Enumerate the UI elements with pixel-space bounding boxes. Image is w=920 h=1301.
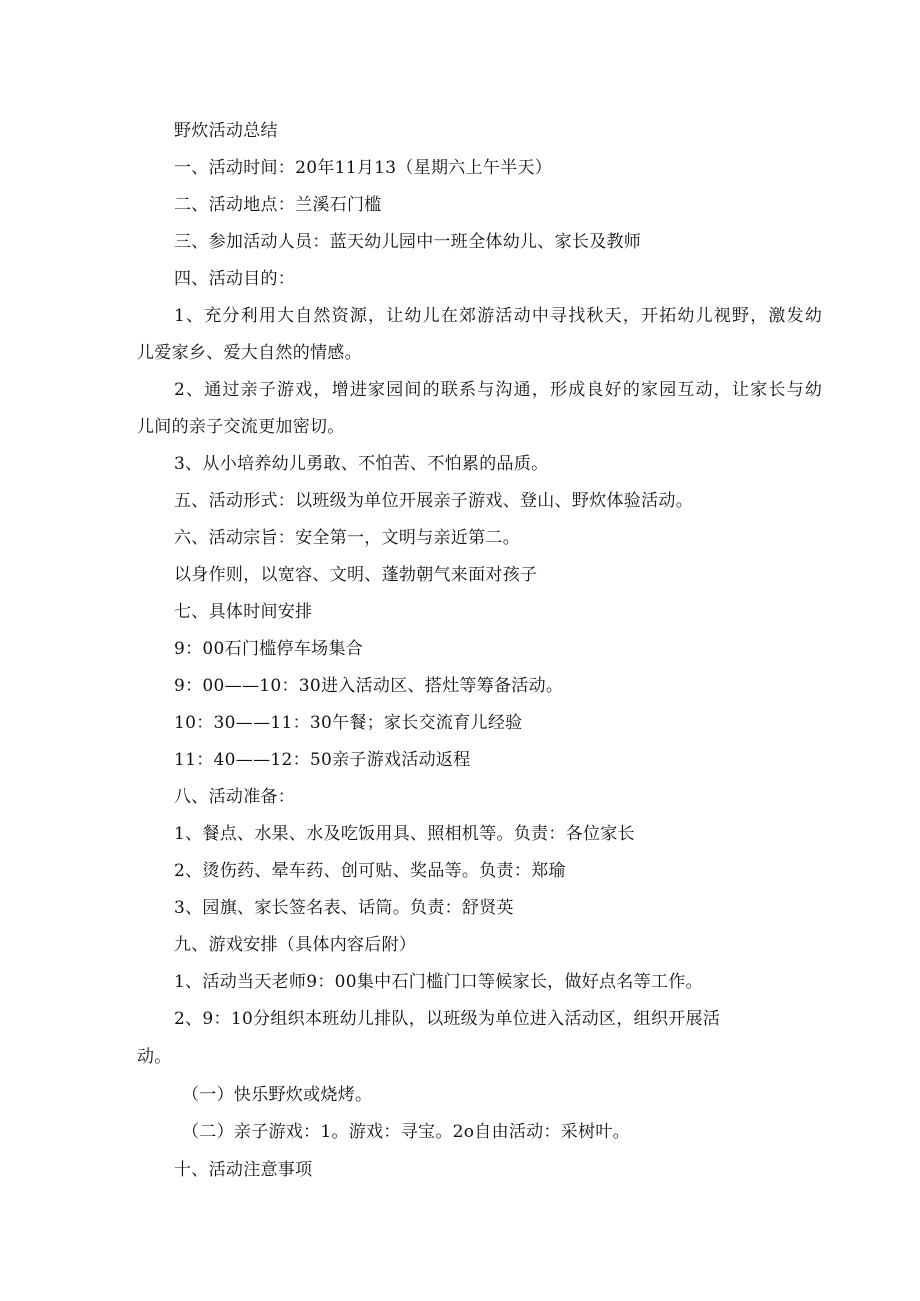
- line-game-heading: 九、游戏安排（具体内容后附）: [174, 935, 417, 955]
- line-game-2b: 动。: [137, 1047, 172, 1067]
- line-schedule-3: 10：30——11：30午餐；家长交流育儿经验: [174, 713, 523, 733]
- line-subitem-2: （二）亲子游戏：1。游戏：寻宝。2o自由活动：采树叶。: [182, 1122, 630, 1142]
- line-purpose-2b: 儿间的亲子交流更加密切。: [137, 417, 345, 437]
- line-activity-location: 二、活动地点：兰溪石门槛: [174, 195, 382, 215]
- line-preparation-heading: 八、活动准备：: [174, 787, 296, 807]
- line-game-1: 1、活动当天老师9：00集中石门槛门口等候家长，做好点名等工作。: [174, 972, 703, 992]
- line-purpose-3: 3、从小培养幼儿勇敢、不怕苦、不怕累的品质。: [174, 454, 549, 474]
- document-title: 野炊活动总结: [174, 121, 278, 141]
- line-purpose-2a: 2、通过亲子游戏，增进家园间的联系与沟通，形成良好的家园互动，让家长与幼: [174, 380, 824, 400]
- line-lead-by-example: 以身作则，以宽容、文明、蓬勃朝气来面对孩子: [174, 565, 538, 585]
- line-preparation-3: 3、园旗、家长签名表、话筒。负责：舒贤英: [174, 898, 514, 918]
- line-preparation-1: 1、餐点、水果、水及吃饭用具、照相机等。负责：各位家长: [174, 824, 635, 844]
- line-participants: 三、参加活动人员：蓝天幼儿园中一班全体幼儿、家长及教师: [174, 232, 642, 252]
- line-activity-form: 五、活动形式：以班级为单位开展亲子游戏、登山、野炊体验活动。: [174, 491, 693, 511]
- line-schedule-heading: 七、具体时间安排: [174, 602, 313, 622]
- line-schedule-4: 11：40——12：50亲子游戏活动返程: [174, 750, 471, 770]
- line-activity-time: 一、活动时间：20年11月13（星期六上午半天）: [174, 158, 553, 178]
- line-purpose-1b: 儿爱家乡、爱大自然的情感。: [137, 343, 362, 363]
- line-schedule-1: 9：00石门槛停车场集合: [174, 639, 364, 659]
- line-preparation-2: 2、烫伤药、晕车药、创可贴、奖品等。负责：郑瑜: [174, 861, 566, 881]
- line-notes-heading: 十、活动注意事项: [174, 1160, 313, 1180]
- line-schedule-2: 9：00——10：30进入活动区、搭灶等筹备活动。: [174, 676, 564, 696]
- line-purpose-1a: 1、充分利用大自然资源，让幼儿在郊游活动中寻找秋天，开拓幼儿视野，激发幼: [174, 306, 824, 326]
- line-activity-purpose: 六、活动宗旨：安全第一，文明与亲近第二。: [174, 528, 520, 548]
- line-subitem-1: （一）快乐野炊或烧烤。: [182, 1085, 373, 1105]
- line-game-2a: 2、9：10分组织本班幼儿排队，以班级为单位进入活动区，组织开展活: [174, 1009, 721, 1029]
- line-purpose-heading: 四、活动目的：: [174, 269, 296, 289]
